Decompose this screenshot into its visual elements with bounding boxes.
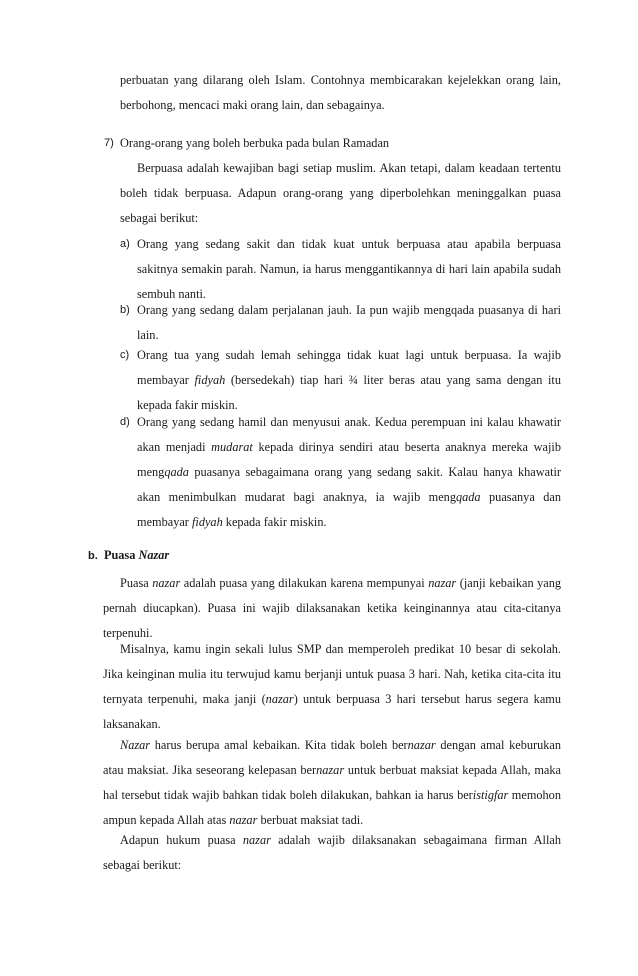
subitem-a-label: a) (120, 238, 130, 250)
item-7-number: 7) (104, 137, 114, 149)
subitem-c-label: c) (120, 349, 130, 361)
item-7-intro: Berpuasa adalah kewajiban bagi setiap muslim. Akan tetapi, dalam keadaan tertentu boleh tidak berpuasa. Adapun orang-orang yang diperbolehkan meninggalkan puasa sebagai berikut: (120, 161, 561, 225)
subitem-d-label: d) (120, 416, 130, 428)
section-b-paragraph-4: Adapun hukum puasa nazar adalah wajib dilaksanakan sebagaimana firman Allah sebagai berikut: (103, 833, 561, 872)
section-b-paragraph-2: Misalnya, kamu ingin sekali lulus SMP dan memperoleh predikat 10 besar di sekolah. Jika keinginan mulia itu terwujud kamu berjanji untuk puasa 3 hari. Nah, ketika cita-cita itu ternyata terpenuhi, maka janji (nazar) untuk berpuasa 3 hari tersebut harus segera kamu laksanakan. (103, 642, 561, 731)
continuation-text: perbuatan yang dilarang oleh Islam. Contohnya membicarakan kejelekkan orang lain, berbohong, mencaci maki orang lain, dan sebagainya. (120, 73, 561, 112)
section-b-heading (88, 543, 169, 569)
item-7-title: Orang-orang yang boleh berbuka pada bulan Ramadan (120, 136, 390, 150)
subitem-d: Orang yang sedang hamil dan menyusui anak. Kedua perempuan ini kalau khawatir akan menjadi mudarat kepada dirinya sendiri atau beserta anaknya mereka wajib mengqada puasanya sebagaimana orang yang sedang sakit. Kalau hanya khawatir akan menimbulkan mudarat bagi anaknya, ia wajib mengqada puasanya dan membayar fidyah kepada fakir miskin. (137, 415, 561, 529)
section-b-label: b. (88, 550, 98, 562)
subitem-a: Orang yang sedang sakit dan tidak kuat untuk berpuasa atau apabila berpuasa sakitnya semakin parah. Namun, ia harus menggantikannya di hari lain apabila sudah sembuh nanti. (137, 237, 561, 301)
section-b-paragraph-3: Nazar harus berupa amal kebaikan. Kita tidak boleh bernazar dengan amal keburukan atau maksiat. Jika seseorang kelepasan bernazar untuk berbuat maksiat kepada Allah, maka hal tersebut tidak wajib bahkan tidak boleh dilakukan, bahkan ia harus beristigfar memohon ampun kepada Allah atas nazar berbuat maksiat tadi. (103, 738, 561, 827)
section-b-title: Puasa Nazar (103, 548, 170, 562)
subitem-b: Orang yang sedang dalam perjalanan jauh. Ia pun wajib mengqada puasanya di hari lain. (137, 303, 561, 342)
section-b-paragraph-1: Puasa nazar adalah puasa yang dilakukan karena mempunyai nazar (janji kebaikan yang pernah diucapkan). Puasa ini wajib dilaksanakan ketika keinginannya atau cita-citanya terpenuhi. (103, 576, 562, 640)
top-continuation (120, 68, 561, 118)
subitem-c: Orang tua yang sudah lemah sehingga tidak kuat lagi untuk berpuasa. Ia wajib membayar fidyah (bersedekah) tiap hari ¾ liter beras atau yang sama dengan itu kepada fakir miskin. (137, 348, 561, 412)
subitem-b-label: b) (120, 304, 130, 316)
